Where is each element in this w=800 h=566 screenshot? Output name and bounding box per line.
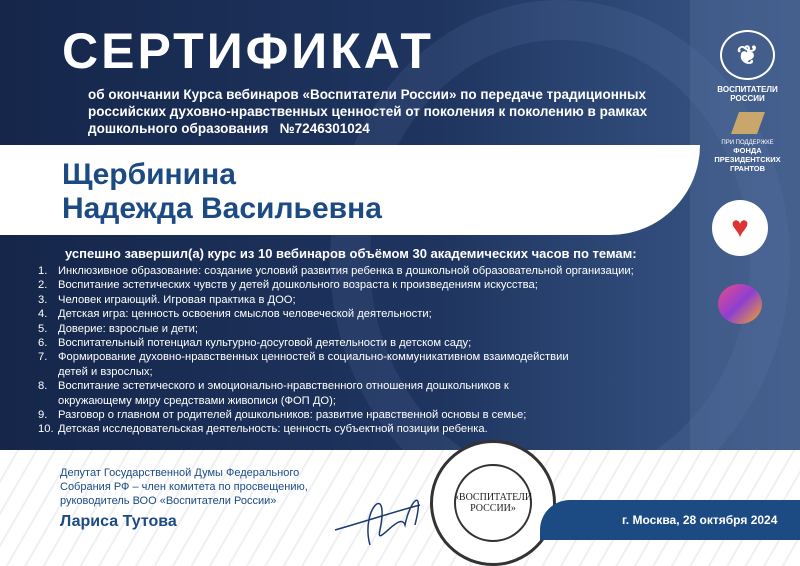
org-logo: ❦ ВОСПИТАТЕЛИ РОССИИ xyxy=(705,30,790,103)
topic-item: 4. Детская игра: ценность освоения смыслов человеческой деятельности; xyxy=(38,308,432,321)
completion-text: успешно завершил(а) курс из 10 вебинаров объёмом 30 академических часов по темам: xyxy=(65,246,637,261)
official-stamp: «ВОСПИТАТЕЛИ РОССИИ» xyxy=(430,440,556,566)
topic-item: 1. Инклюзивное образование: создание условий развития ребенка в дошкольной образовательной организации; xyxy=(38,265,634,277)
partner-logo-heart-icon: ♥ xyxy=(712,200,768,256)
topic-item: 3. Человек играющий. Игровая практика в ДОО; xyxy=(38,293,296,306)
topic-item: 6. Воспитательный потенциал культурно-досуговой деятельности в детском саду; xyxy=(38,337,472,350)
signature xyxy=(330,470,440,550)
topic-list xyxy=(38,264,698,437)
topic-item: 8. Воспитание эстетического и эмоционально-нравственного отношения дошкольников к окружающему миру средствами живописи (ФОП ДО); xyxy=(38,380,509,407)
topic-item: 9. Разговор о главном от родителей дошкольников: развитие нравственной основы в семье; xyxy=(38,409,527,422)
date-place: г. Москва, 28 октября 2024 xyxy=(540,500,800,540)
topic-item: 2. Воспитание эстетических чувств у детей дошкольного возраста к произведениям искусства; xyxy=(38,279,538,292)
certificate-subtitle: об окончании Курса вебинаров «Воспитатели России» по передаче традиционных российских духовно-нравственных ценностей от поколения к поколению в рамках дошкольного образования №7246301024 xyxy=(88,87,648,136)
certificate-number: №7246301024 xyxy=(279,121,370,136)
bird-emblem-icon: ❦ xyxy=(720,30,775,80)
signer-name: Лариса Тутова xyxy=(60,513,177,530)
signer-role: Депутат Государственной Думы Федерального Собрания РФ – член комитета по просвещению, руководитель ВОО «Воспитатели России» xyxy=(60,467,308,507)
recipient-name: Щербинина Надежда Васильевна xyxy=(62,158,382,225)
topic-item: 5. Доверие: взрослые и дети; xyxy=(38,322,198,335)
grant-fund-icon xyxy=(730,112,764,134)
certificate-title: СЕРТИФИКАТ xyxy=(62,23,434,79)
topic-item: 7. Формирование духовно-нравственных ценностей в социально-коммуникативном взаимодействии детей и взрослых; xyxy=(38,351,569,378)
partner-logo-lotus-icon xyxy=(718,284,762,324)
topic-item: 10. Детская исследовательская деятельность: ценность субъектной позиции ребенка. xyxy=(38,423,488,436)
grant-logo: ПРИ ПОДДЕРЖКЕ ФОНДА ПРЕЗИДЕНТСКИХ ГРАНТОВ xyxy=(700,112,795,173)
